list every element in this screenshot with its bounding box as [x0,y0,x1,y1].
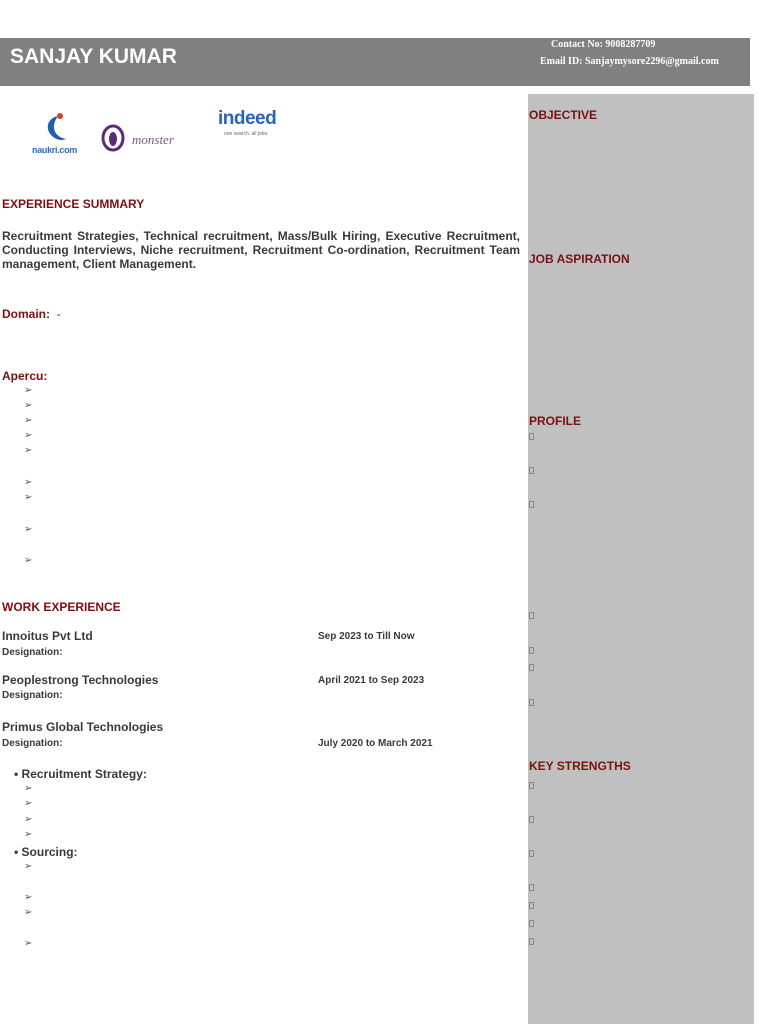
job-portal-logos [30,108,300,158]
apercu-bullet: ➢ [24,430,33,441]
naukri-swoosh-icon [30,112,90,146]
sourcing-bullet: ➢ [24,938,33,949]
strength-bullet-box [529,920,534,927]
candidate-name: SANJAY KUMAR [10,45,177,68]
sourcing-subheading: • Sourcing: [14,845,78,859]
job-designation: Designation: [2,738,63,749]
strategy-bullet: ➢ [24,829,33,840]
apercu-bullet: ➢ [24,385,33,396]
profile-bullet-box [529,501,534,508]
sourcing-bullet: ➢ [24,907,33,918]
recruitment-strategy-subheading: • Recruitment Strategy: [14,767,147,781]
profile-bullet-box [529,647,534,654]
strength-bullet-box [529,816,534,823]
apercu-bullet: ➢ [24,400,33,411]
apercu-bullet: ➢ [24,524,33,535]
monster-mark-icon [100,118,130,154]
profile-heading: PROFILE [529,414,582,428]
strength-bullet-box [529,884,534,891]
experience-summary-text: Recruitment Strategies, Technical recruitment, Mass/Bulk Hiring, Executive Recruitment, Conducting Interviews, Niche recruitment, Recruitment Co-ordination, Recruitment Team management, Client Management. [2,229,520,271]
apercu-bullet: ➢ [24,477,33,488]
apercu-bullet: ➢ [24,445,33,456]
strategy-bullet: ➢ [24,798,33,809]
job-company: Primus Global Technologies [2,720,164,734]
strength-bullet-box [529,782,534,789]
work-experience-heading: WORK EXPERIENCE [2,600,121,614]
indeed-tagline: one search. all jobs. [224,131,269,137]
domain-label [2,307,61,321]
strategy-bullet: ➢ [24,783,33,794]
apercu-bullet: ➢ [24,415,33,426]
job-company: Innoitus Pvt Ltd [2,629,93,643]
job-dates: April 2021 to Sep 2023 [318,675,425,686]
profile-bullet-box [529,699,534,706]
profile-bullet-box [529,664,534,671]
profile-bullet-box [529,612,534,619]
strategy-bullet: ➢ [24,814,33,825]
naukri-wordmark: naukri.com [32,145,78,155]
key-strengths-heading: KEY STRENGTHS [529,759,631,773]
naukri-logo [30,112,90,156]
monster-wordmark: monster [132,132,174,147]
experience-summary-heading: EXPERIENCE SUMMARY [2,197,145,211]
job-dates: Sep 2023 to Till Now [318,631,415,642]
right-sidebar [528,94,754,1024]
strength-bullet-box [529,902,534,909]
apercu-bullet: ➢ [24,492,33,503]
job-designation: Designation: [2,690,63,701]
job-dates: July 2020 to March 2021 [318,738,433,749]
job-designation: Designation: [2,647,63,658]
indeed-wordmark: indeed [218,108,277,129]
monster-logo [100,118,200,156]
job-company: Peoplestrong Technologies [2,673,159,687]
domain-value: - [56,307,61,321]
profile-bullet-box [529,433,534,440]
domain-label-text: Domain: [2,307,50,321]
apercu-heading: Apercu: [2,369,48,383]
email-id: Email ID: Sanjaymysore2296@gmail.com [540,56,719,67]
objective-heading: OBJECTIVE [529,108,598,122]
strength-bullet-box [529,850,534,857]
profile-bullet-box [529,467,534,474]
job-aspiration-heading: JOB ASPIRATION [529,252,630,266]
sourcing-bullet: ➢ [24,861,33,872]
contact-number: Contact No: 9008287709 [551,39,656,50]
sourcing-bullet: ➢ [24,892,33,903]
strength-bullet-box [529,938,534,945]
apercu-bullet: ➢ [24,555,33,566]
indeed-logo [218,108,290,148]
